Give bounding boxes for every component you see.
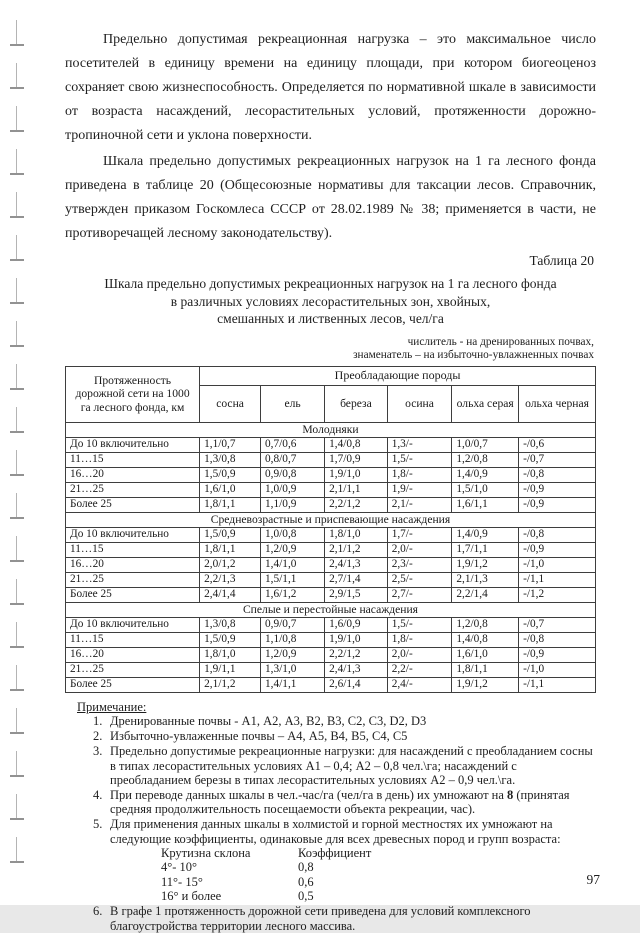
table-row bbox=[66, 617, 596, 632]
table-cell: 2,1/1,1 bbox=[325, 482, 388, 497]
table-cell: 1,0/0,7 bbox=[452, 437, 519, 452]
table-number-label: Таблица 20 bbox=[65, 253, 594, 269]
table-row bbox=[66, 452, 596, 467]
table-cell: 2,0/- bbox=[387, 647, 452, 662]
table-cell: 1,7/- bbox=[387, 527, 452, 542]
species-header: ель bbox=[261, 385, 325, 422]
table-section-row bbox=[66, 422, 596, 437]
table-cell: 0,9/0,7 bbox=[261, 617, 325, 632]
table-title-line-1: Шкала предельно допустимых рекреационных нагрузок на 1 га лесного фонда bbox=[75, 275, 586, 293]
table-cell: 1,8/1,1 bbox=[200, 497, 261, 512]
intro-paragraph-1: Предельно допустимая рекреационная нагрузка – это максимальное число посетителей в единицу времени на единицу площади, при котором биогеоценоз сохраняет свою жизнеспособность. Определяется по нормативной шкале в зависимости от возраста насаждений, лесорастительных условий, протяженности дорожно-тропиночной сети и уклона поверхности. bbox=[65, 28, 596, 148]
table-cell: 1,1/0,9 bbox=[261, 497, 325, 512]
slope-col2-header: Коэффициент bbox=[298, 846, 418, 860]
row-label: 21…25 bbox=[66, 662, 200, 677]
table-cell: 2,6/1,4 bbox=[325, 677, 388, 692]
table-row bbox=[66, 437, 596, 452]
table-row bbox=[66, 542, 596, 557]
table-cell: 2,1/1,3 bbox=[452, 572, 519, 587]
legend-line-2: знаменатель – на избыточно-увлажненных почвах bbox=[65, 349, 594, 363]
table-section-title: Молодняки bbox=[66, 422, 596, 437]
table-row bbox=[66, 647, 596, 662]
species-group-header: Преобладающие породы bbox=[200, 366, 596, 385]
row-label: Более 25 bbox=[66, 677, 200, 692]
table-cell: 2,7/- bbox=[387, 587, 452, 602]
table-cell: 2,4/- bbox=[387, 677, 452, 692]
slope-col1-header: Крутизна склона bbox=[161, 846, 298, 860]
table-cell: 2,4/1,3 bbox=[325, 662, 388, 677]
table-cell: 1,2/0,8 bbox=[452, 452, 519, 467]
table-cell: -/0,9 bbox=[519, 542, 596, 557]
note-item-1 bbox=[93, 714, 596, 728]
table-cell: 2,7/1,4 bbox=[325, 572, 388, 587]
note-4-post: (принятая средняя продолжительность посещаемости объекта рекреации, час). bbox=[110, 788, 570, 816]
table-row bbox=[66, 587, 596, 602]
table-title-line-3: смешанных и лиственных лесов, чел/га bbox=[75, 310, 586, 328]
note-item-4 bbox=[93, 788, 596, 817]
table-cell: 2,9/1,5 bbox=[325, 587, 388, 602]
table-cell: 1,7/1,1 bbox=[452, 542, 519, 557]
note-item-2 bbox=[93, 729, 596, 743]
table-cell: 1,6/1,0 bbox=[452, 647, 519, 662]
table-cell: 1,5/0,9 bbox=[200, 467, 261, 482]
table-cell: 1,0/0,8 bbox=[261, 527, 325, 542]
species-header: береза bbox=[325, 385, 388, 422]
table-section-row bbox=[66, 602, 596, 617]
table-section-title: Спелые и перестойные насаждения bbox=[66, 602, 596, 617]
table-cell: 1,8/1,1 bbox=[200, 542, 261, 557]
table-cell: 2,0/- bbox=[387, 542, 452, 557]
table-cell: -/0,8 bbox=[519, 467, 596, 482]
table-cell: -/0,9 bbox=[519, 482, 596, 497]
table-cell: 1,4/0,8 bbox=[452, 632, 519, 647]
table-cell: 1,2/0,9 bbox=[261, 647, 325, 662]
table-cell: 1,9/1,0 bbox=[325, 467, 388, 482]
note-item-5 bbox=[93, 817, 596, 846]
page-content bbox=[65, 28, 596, 933]
note-number: 2. bbox=[93, 729, 110, 743]
row-label: 16…20 bbox=[66, 467, 200, 482]
slope-row bbox=[161, 889, 596, 903]
table-section-row bbox=[66, 512, 596, 527]
note-text: Избыточно-увлаженные почвы – А4, А5, В4, В5, С4, С5 bbox=[110, 729, 596, 743]
species-header: осина bbox=[387, 385, 452, 422]
table-cell: 2,1/1,2 bbox=[325, 542, 388, 557]
table-cell: 1,4/1,0 bbox=[261, 557, 325, 572]
note-number: 1. bbox=[93, 714, 110, 728]
slope-row bbox=[161, 875, 596, 889]
notes-section bbox=[65, 700, 596, 933]
note-text: Для применения данных шкалы в холмистой и горной местностях их умножают на следующие коэффициенты, одинаковые для всех древесных пород и групп возраста: bbox=[110, 817, 596, 846]
table-cell: -/0,8 bbox=[519, 527, 596, 542]
table-cell: 1,8/- bbox=[387, 632, 452, 647]
table-cell: 1,4/1,1 bbox=[261, 677, 325, 692]
table-cell: 1,8/1,0 bbox=[325, 527, 388, 542]
species-header: ольха серая bbox=[452, 385, 519, 422]
slope-row bbox=[161, 860, 596, 874]
slope-coefficient: 0,5 bbox=[298, 889, 418, 903]
col1-header: Протяженность дорожной сети на 1000 га лесного фонда, км bbox=[66, 366, 200, 422]
row-label: До 10 включительно bbox=[66, 437, 200, 452]
row-label: Более 25 bbox=[66, 587, 200, 602]
table-row bbox=[66, 497, 596, 512]
table-row bbox=[66, 467, 596, 482]
table-cell: 1,8/1,1 bbox=[452, 662, 519, 677]
table-cell: 1,9/1,0 bbox=[325, 632, 388, 647]
table-cell: -/0,9 bbox=[519, 497, 596, 512]
table-cell: 2,2/1,4 bbox=[452, 587, 519, 602]
table-cell: 1,4/0,9 bbox=[452, 527, 519, 542]
table-cell: 2,1/1,2 bbox=[200, 677, 261, 692]
table-cell: 0,8/0,7 bbox=[261, 452, 325, 467]
table-cell: 1,3/- bbox=[387, 437, 452, 452]
table-cell: 1,1/0,8 bbox=[261, 632, 325, 647]
species-header: ольха черная bbox=[519, 385, 596, 422]
table-cell: 1,4/0,8 bbox=[325, 437, 388, 452]
species-header: сосна bbox=[200, 385, 261, 422]
table-cell: 1,5/0,9 bbox=[200, 527, 261, 542]
table-row bbox=[66, 527, 596, 542]
table-cell: 2,4/1,3 bbox=[325, 557, 388, 572]
table-cell: 1,6/0,9 bbox=[325, 617, 388, 632]
note-number: 4. bbox=[93, 788, 110, 817]
table-cell: 1,5/1,0 bbox=[452, 482, 519, 497]
note-number: 5. bbox=[93, 817, 110, 846]
table-cell: 1,5/0,9 bbox=[200, 632, 261, 647]
table-cell: 1,5/1,1 bbox=[261, 572, 325, 587]
table-cell: 2,1/- bbox=[387, 497, 452, 512]
table-title bbox=[75, 275, 586, 328]
table-cell: 1,9/1,2 bbox=[452, 677, 519, 692]
page-number: 97 bbox=[587, 872, 601, 888]
row-label: Более 25 bbox=[66, 497, 200, 512]
table-cell: 1,9/1,2 bbox=[452, 557, 519, 572]
table-title-line-2: в различных условиях лесорастительных зон, хвойных, bbox=[75, 293, 586, 311]
intro-paragraph-2: Шкала предельно допустимых рекреационных нагрузок на 1 га лесного фонда приведена в таблице 20 (Общесоюзные нормативы для таксации лесов. Справочник, утвержден приказом Госкомлеса СССР от 28.02.1989 № 38; применяется в части, не противоречащей лесному законодательству). bbox=[65, 150, 596, 246]
table-cell: -/1,1 bbox=[519, 677, 596, 692]
row-label: 16…20 bbox=[66, 647, 200, 662]
table-cell: -/0,6 bbox=[519, 437, 596, 452]
slope-value: 11°- 15° bbox=[161, 875, 298, 889]
legend-line-1: числитель - на дренированных почвах, bbox=[65, 336, 594, 350]
table-cell: 1,1/0,7 bbox=[200, 437, 261, 452]
table-cell: 2,2/1,2 bbox=[325, 497, 388, 512]
note-item-6 bbox=[93, 904, 596, 933]
note-text bbox=[110, 788, 596, 817]
table-cell: 1,3/0,8 bbox=[200, 452, 261, 467]
row-label: 21…25 bbox=[66, 482, 200, 497]
table-cell: 1,5/- bbox=[387, 452, 452, 467]
table-cell: 1,6/1,2 bbox=[261, 587, 325, 602]
table-cell: -/1,0 bbox=[519, 662, 596, 677]
row-label: 21…25 bbox=[66, 572, 200, 587]
table-row bbox=[66, 482, 596, 497]
table-header-row bbox=[66, 366, 596, 385]
row-label: 11…15 bbox=[66, 542, 200, 557]
table-cell: 2,4/1,4 bbox=[200, 587, 261, 602]
note-number: 6. bbox=[93, 904, 110, 933]
slope-value: 16° и более bbox=[161, 889, 298, 903]
slope-coefficient: 0,8 bbox=[298, 860, 418, 874]
table-row bbox=[66, 632, 596, 647]
table-cell: 0,7/0,6 bbox=[261, 437, 325, 452]
table-cell: 1,7/0,9 bbox=[325, 452, 388, 467]
table-cell: 2,0/1,2 bbox=[200, 557, 261, 572]
note-number: 3. bbox=[93, 744, 110, 787]
table-cell: 2,5/- bbox=[387, 572, 452, 587]
table-row bbox=[66, 557, 596, 572]
scan-binding-marks bbox=[7, 20, 29, 878]
table-cell: -/1,0 bbox=[519, 557, 596, 572]
table-cell: -/1,1 bbox=[519, 572, 596, 587]
note-4-pre: При переводе данных шкалы в чел.-час/га (чел/га в день) их умножают на bbox=[110, 788, 507, 802]
note-4-bold-value: 8 bbox=[507, 788, 513, 802]
table-legend bbox=[65, 336, 594, 363]
table-cell: 1,3/0,8 bbox=[200, 617, 261, 632]
table-cell: 2,2/1,3 bbox=[200, 572, 261, 587]
note-text: В графе 1 протяженность дорожной сети приведена для условий комплексного благоустройства территории лесного массива. bbox=[110, 904, 596, 933]
table-cell: 1,8/1,0 bbox=[200, 647, 261, 662]
slope-coefficient: 0,6 bbox=[298, 875, 418, 889]
table-cell: 1,6/1,1 bbox=[452, 497, 519, 512]
notes-heading: Примечание: bbox=[77, 700, 596, 714]
table-row bbox=[66, 572, 596, 587]
table-cell: 1,6/1,0 bbox=[200, 482, 261, 497]
slope-coefficient-table bbox=[161, 846, 596, 904]
row-label: 16…20 bbox=[66, 557, 200, 572]
row-label: До 10 включительно bbox=[66, 617, 200, 632]
table-cell: 1,5/- bbox=[387, 617, 452, 632]
table-cell: -/0,7 bbox=[519, 452, 596, 467]
table-row bbox=[66, 662, 596, 677]
note-text: Предельно допустимые рекреационные нагрузки: для насаждений с преобладанием сосны в типах лесорастительных условиях А1 – 0,4; А2 – 0,8 чел.\га; насаждений с преобладанием березы в типах лесорастительных условиях А2 – 0,9 чел.\га. bbox=[110, 744, 596, 787]
table-cell: 0,9/0,8 bbox=[261, 467, 325, 482]
table-cell: 2,3/- bbox=[387, 557, 452, 572]
table-cell: -/1,2 bbox=[519, 587, 596, 602]
slope-value: 4°- 10° bbox=[161, 860, 298, 874]
table-section-title: Средневозрастные и приспевающие насаждения bbox=[66, 512, 596, 527]
table-cell: 2,2/- bbox=[387, 662, 452, 677]
table-cell: 1,3/1,0 bbox=[261, 662, 325, 677]
slope-header-row bbox=[161, 846, 596, 860]
row-label: 11…15 bbox=[66, 452, 200, 467]
table-cell: 1,8/- bbox=[387, 467, 452, 482]
table-cell: 1,0/0,9 bbox=[261, 482, 325, 497]
note-text: Дренированные почвы - А1, А2, А3, В2, В3, С2, С3, D2, D3 bbox=[110, 714, 596, 728]
table-cell: 1,4/0,9 bbox=[452, 467, 519, 482]
table-cell: -/0,7 bbox=[519, 617, 596, 632]
table-cell: -/0,8 bbox=[519, 632, 596, 647]
row-label: До 10 включительно bbox=[66, 527, 200, 542]
table-cell: 2,2/1,2 bbox=[325, 647, 388, 662]
table-cell: -/0,9 bbox=[519, 647, 596, 662]
table-cell: 1,9/1,1 bbox=[200, 662, 261, 677]
row-label: 11…15 bbox=[66, 632, 200, 647]
table-cell: 1,2/0,8 bbox=[452, 617, 519, 632]
table-cell: 1,9/- bbox=[387, 482, 452, 497]
recreational-load-table bbox=[65, 366, 596, 693]
note-item-3 bbox=[93, 744, 596, 787]
table-row bbox=[66, 677, 596, 692]
table-cell: 1,2/0,9 bbox=[261, 542, 325, 557]
